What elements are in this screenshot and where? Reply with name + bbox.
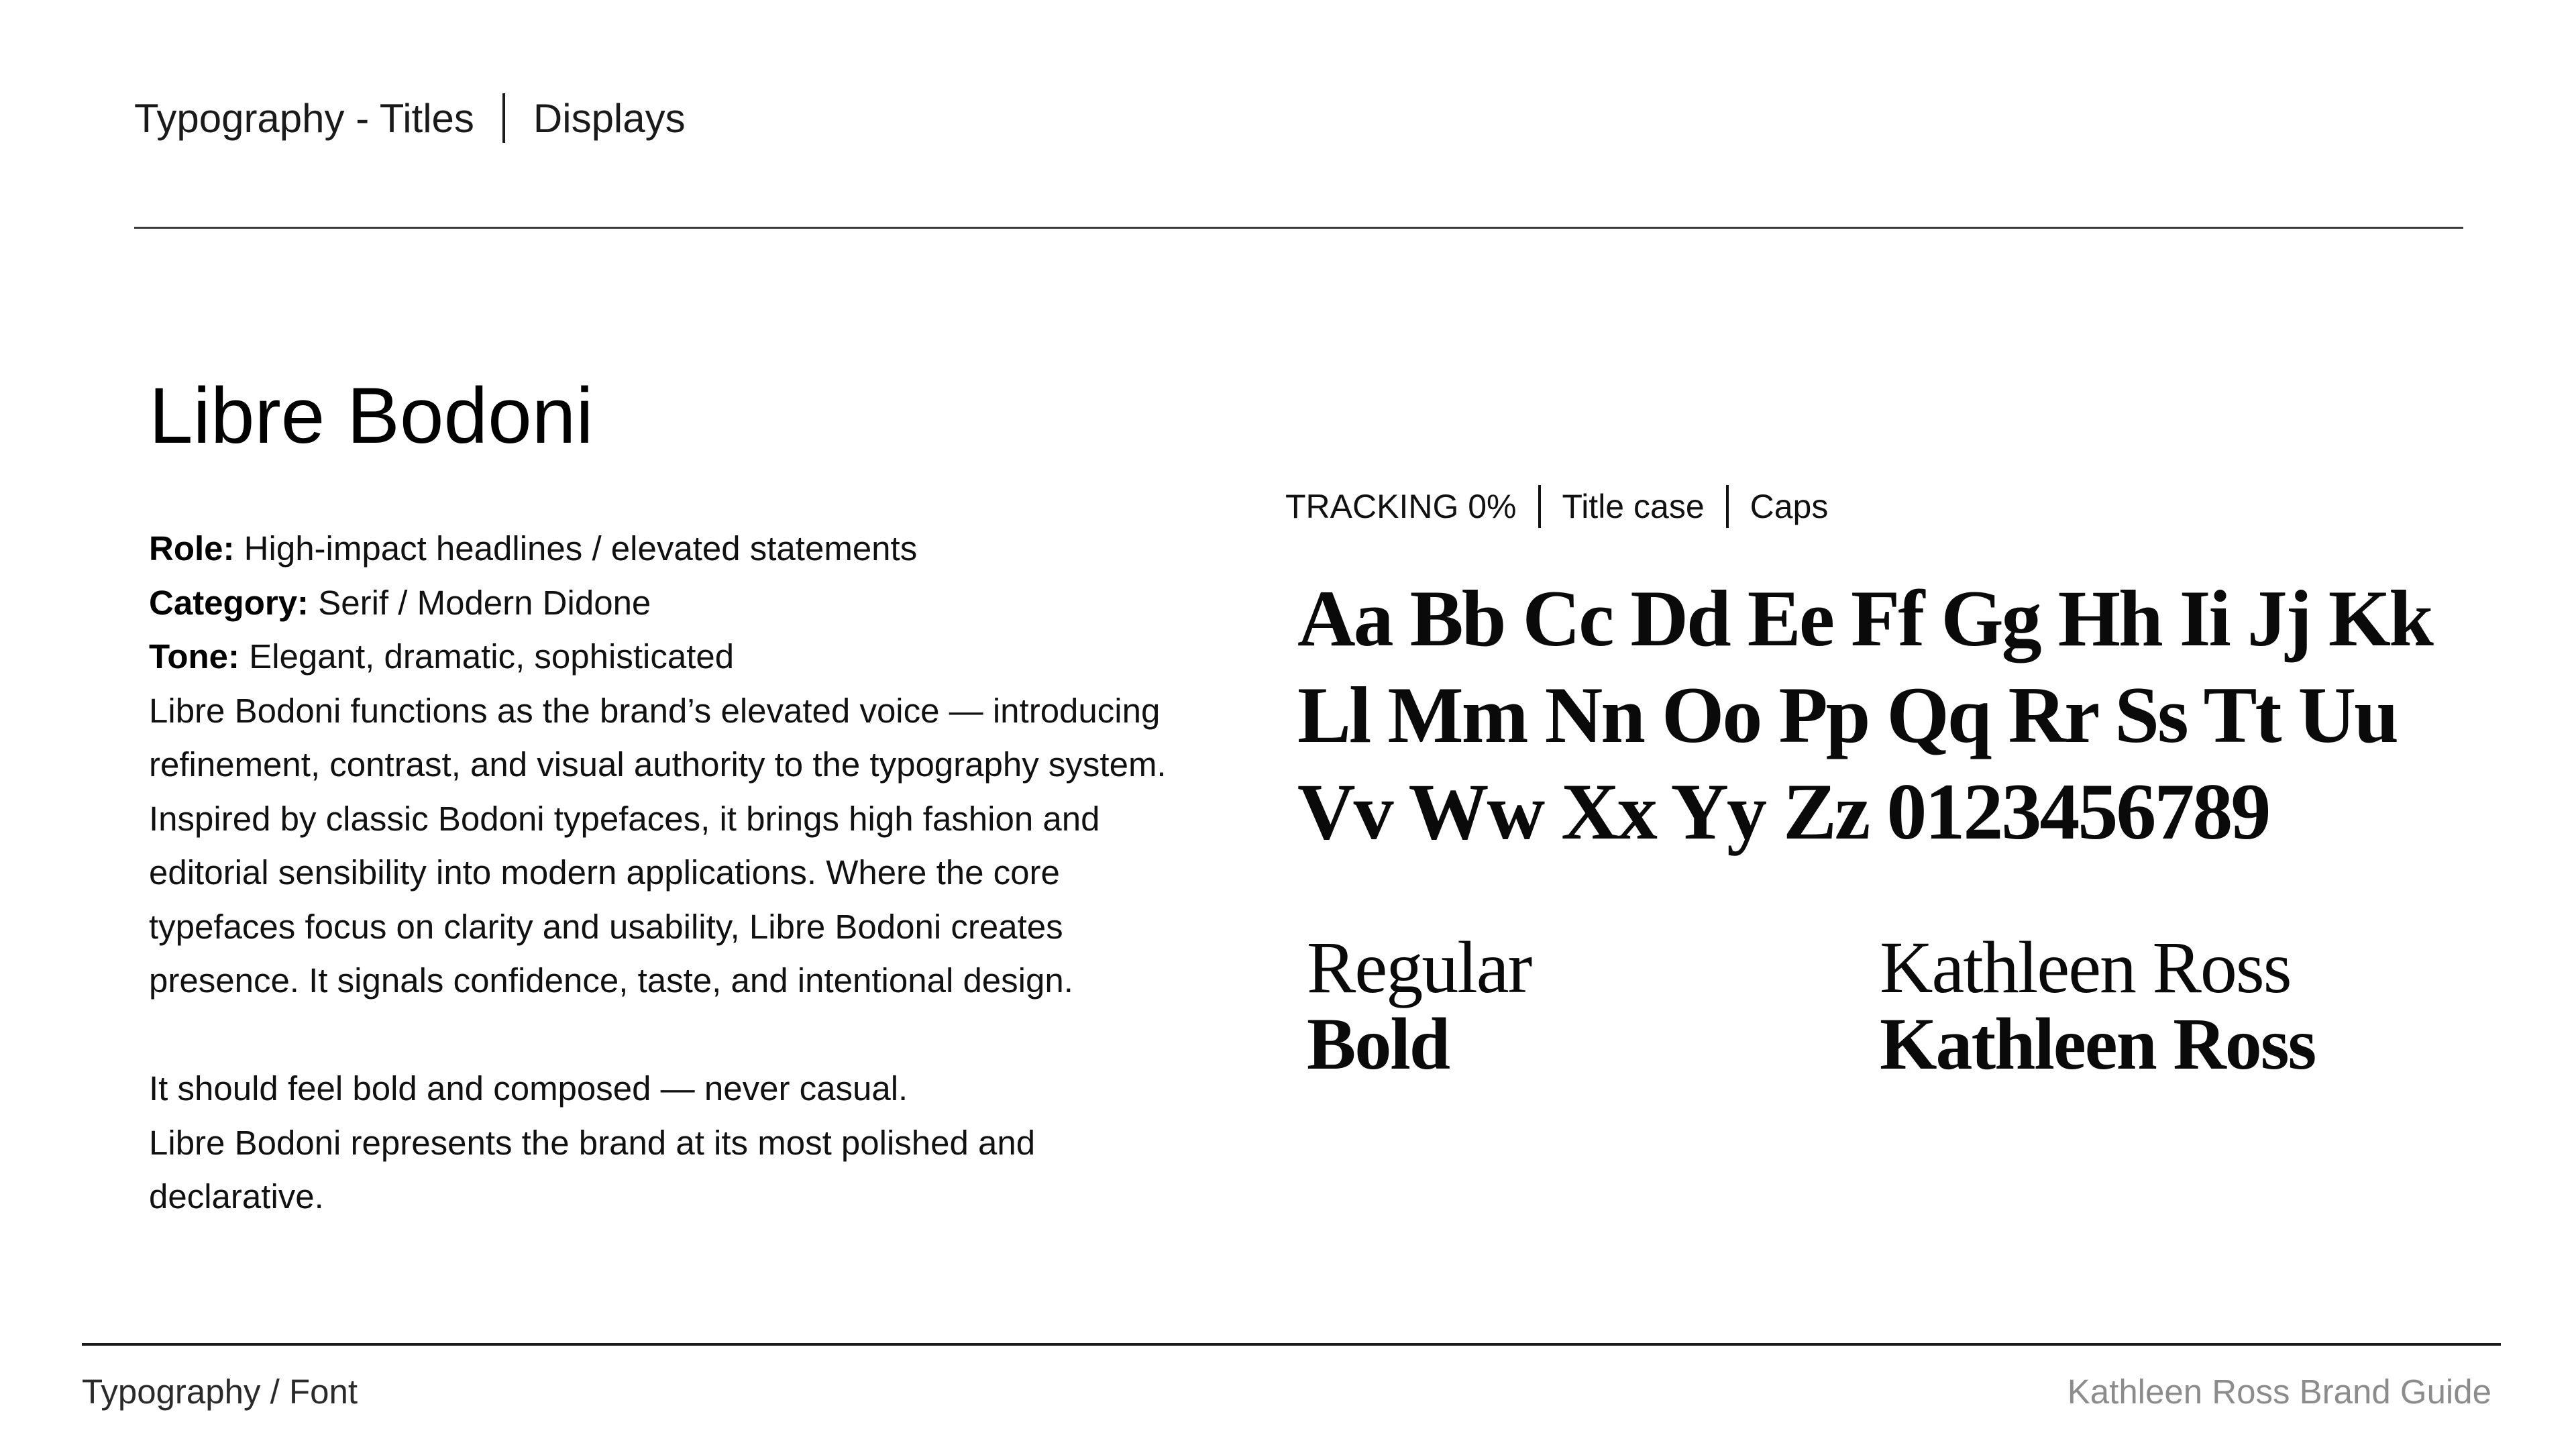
specimen-meta — [1285, 483, 1828, 530]
description-line: typefaces focus on clarity and usability, Libre Bodoni creates — [149, 907, 1063, 946]
subsection-title: Displays — [533, 95, 686, 141]
section-title: Typography - Titles — [134, 95, 474, 141]
description-line: refinement, contrast, and visual authority to the typography system. — [149, 745, 1167, 784]
meta-divider — [1726, 485, 1729, 528]
role-label: Role: — [149, 529, 235, 568]
tone-value: Elegant, dramatic, sophisticated — [249, 637, 735, 676]
alphabet-specimen — [1297, 570, 2432, 860]
weight-sample-bold: Kathleen Ross — [1880, 1003, 2316, 1085]
tracking-label: TRACKING 0% — [1285, 488, 1517, 525]
font-name-heading: Libre Bodoni — [149, 372, 594, 460]
category-line — [149, 576, 1276, 631]
closing-line: Libre Bodoni represents the brand at its most polished and — [149, 1123, 1036, 1162]
tone-label: Tone: — [149, 637, 240, 676]
weight-label-bold: Bold — [1307, 1003, 1450, 1085]
header-divider — [502, 93, 505, 143]
role-value: High-impact headlines / elevated statements — [244, 529, 918, 568]
description-line: presence. It signals confidence, taste, and intentional design. — [149, 961, 1073, 1000]
case-caps-label: Caps — [1750, 488, 1829, 525]
category-label: Category: — [149, 583, 309, 622]
paragraph-gap — [149, 1008, 1276, 1063]
page-header — [134, 91, 686, 145]
alphabet-line: Vv Ww Xx Yy Zz 0123456789 — [1297, 767, 2269, 856]
weight-label-regular: Regular — [1307, 926, 1532, 1008]
category-value: Serif / Modern Didone — [318, 583, 651, 622]
tone-line — [149, 630, 1276, 684]
footer-rule — [82, 1343, 2501, 1346]
alphabet-line: Aa Bb Cc Dd Ee Ff Gg Hh Ii Jj Kk — [1297, 574, 2432, 663]
weight-sample-regular: Kathleen Ross — [1880, 926, 2291, 1008]
alphabet-line: Ll Mm Nn Oo Pp Qq Rr Ss Tt Uu — [1297, 670, 2397, 759]
font-info — [149, 522, 1276, 1224]
description-line: Inspired by classic Bodoni typefaces, it brings high fashion and — [149, 799, 1100, 838]
description-line: Libre Bodoni functions as the brand’s elevated voice — introducing — [149, 691, 1161, 730]
role-line — [149, 522, 1276, 576]
header-rule — [134, 227, 2463, 229]
case-title-label: Title case — [1562, 488, 1705, 525]
weight-samples — [1880, 926, 2316, 1085]
description-line: editorial sensibility into modern applications. Where the core — [149, 853, 1060, 892]
footer-brand: Kathleen Ross Brand Guide — [2067, 1373, 2491, 1411]
closing-line: It should feel bold and composed — never casual. — [149, 1069, 908, 1108]
closing-line: declarative. — [149, 1177, 324, 1216]
meta-divider — [1538, 485, 1541, 528]
footer-breadcrumb: Typography / Font — [82, 1373, 358, 1411]
weight-labels — [1307, 926, 1532, 1085]
